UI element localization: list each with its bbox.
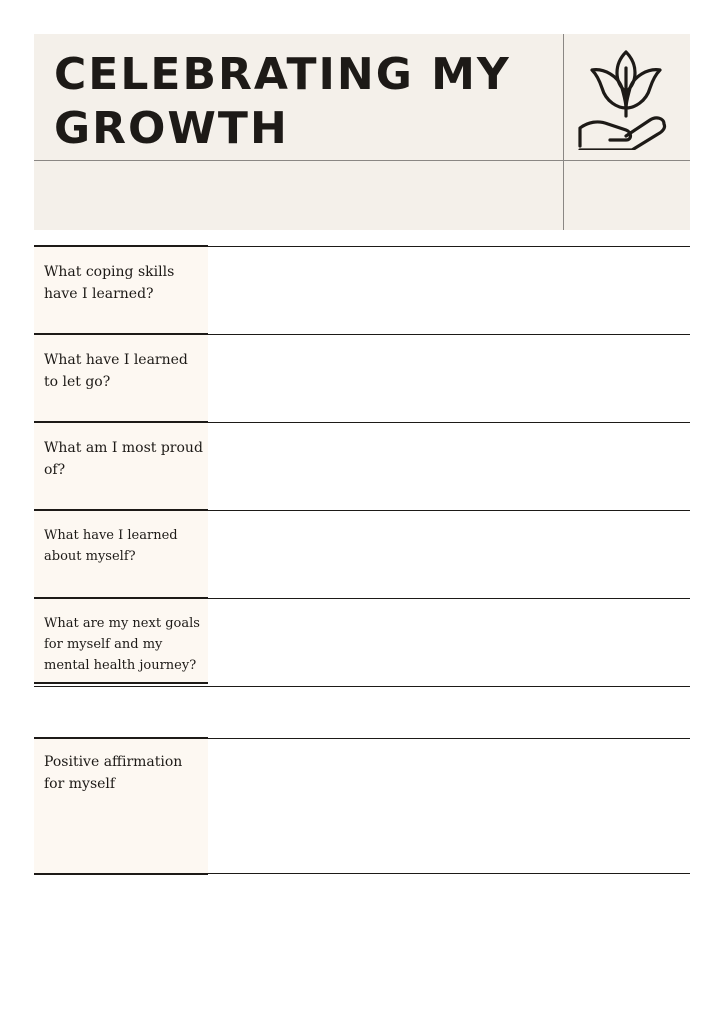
- page-title: CELEBRATING MY GROWTH: [54, 49, 511, 154]
- affirmation-label-cell: [34, 737, 208, 875]
- prompt-label-cell: [34, 333, 208, 421]
- prompt-answer-area[interactable]: [210, 249, 690, 333]
- header-notes-area[interactable]: [34, 161, 563, 230]
- prompt-row: [34, 334, 690, 423]
- prompt-answer-area[interactable]: [210, 337, 690, 421]
- header-side-area[interactable]: [564, 161, 690, 230]
- prompt-answer-area[interactable]: [210, 425, 690, 509]
- prompt-label: What are my next goals for myself and my mental health journey?: [44, 616, 200, 673]
- prompt-row: [34, 246, 690, 335]
- affirmation-answer-area[interactable]: [210, 741, 690, 871]
- prompt-label-cell: [34, 421, 208, 509]
- prompt-label: What have I learned about myself?: [44, 528, 178, 564]
- prompt-row: [34, 510, 690, 599]
- prompt-label-cell: [34, 597, 208, 684]
- prompt-row: [34, 422, 690, 511]
- header-block: [34, 34, 690, 230]
- prompt-answer-area[interactable]: [210, 513, 690, 597]
- affirmation-row: [34, 738, 690, 874]
- prompt-row: [34, 598, 690, 687]
- prompt-label: What coping skills have I learned?: [44, 264, 175, 302]
- prompt-label: What am I most proud of?: [44, 440, 203, 478]
- prompt-label-cell: [34, 509, 208, 597]
- prompt-label-cell: [34, 245, 208, 333]
- prompt-label: What have I learned to let go?: [44, 352, 188, 390]
- affirmation-label: Positive affirmation for myself: [44, 754, 183, 792]
- prompt-answer-area[interactable]: [210, 601, 690, 684]
- hand-holding-plant-icon: [574, 46, 674, 150]
